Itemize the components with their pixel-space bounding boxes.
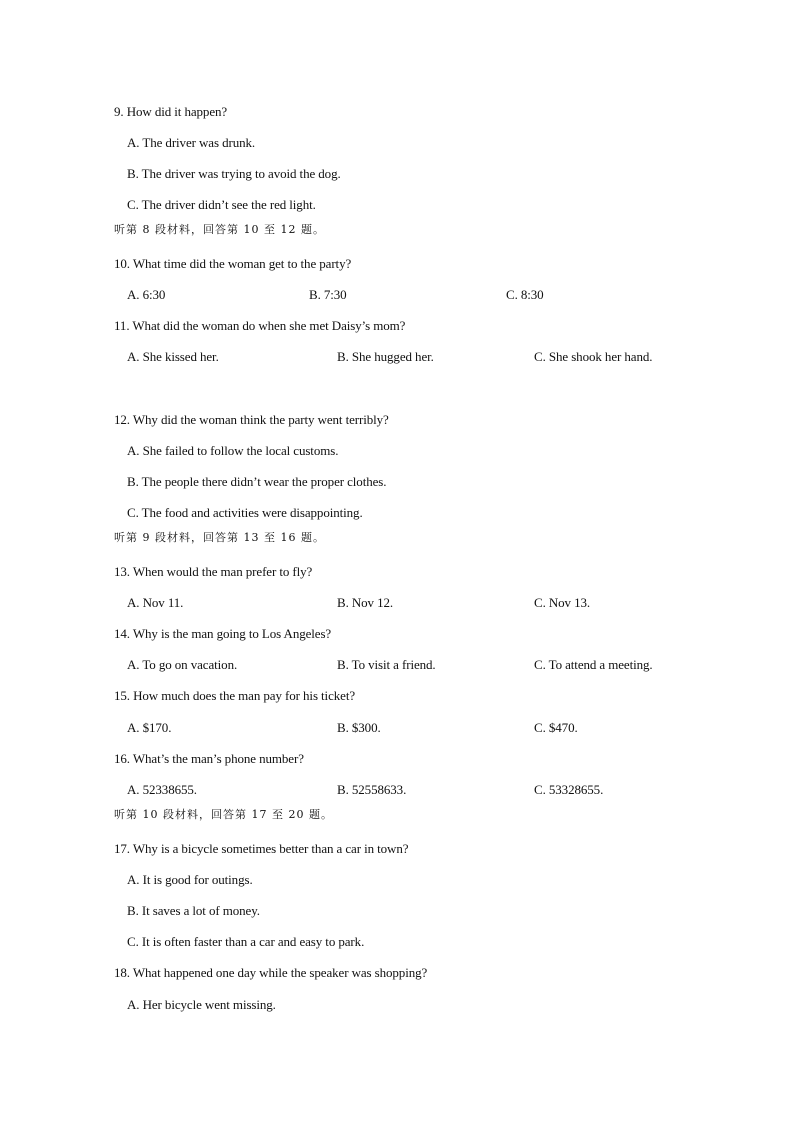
option-10a: A. 6:30: [127, 287, 166, 302]
question-10: 10. What time did the woman get to the party?: [114, 256, 352, 271]
option-16b: B. 52558633.: [337, 782, 407, 797]
question-13: 13. When would the man prefer to fly?: [114, 564, 313, 579]
question-11: 11. What did the woman do when she met Daisy’s mom?: [114, 318, 406, 333]
question-18: 18. What happened one day while the speaker was shopping?: [114, 965, 428, 980]
question-17: 17. Why is a bicycle sometimes better than a car in town?: [114, 841, 409, 856]
option-11c: C. She shook her hand.: [534, 349, 653, 364]
option-11a: A. She kissed her.: [127, 349, 219, 364]
option-9c: C. The driver didn’t see the red light.: [127, 197, 316, 212]
question-14: 14. Why is the man going to Los Angeles?: [114, 626, 332, 641]
option-14a: A. To go on vacation.: [127, 657, 238, 672]
section-heading-10: 听第 10 段材料，回答第 17 至 20 题。: [114, 808, 333, 821]
option-16a: A. 52338655.: [127, 782, 197, 797]
option-10b: B. 7:30: [309, 287, 347, 302]
option-18a: A. Her bicycle went missing.: [127, 997, 276, 1012]
question-15: 15. How much does the man pay for his ticket?: [114, 688, 355, 703]
option-10c: C. 8:30: [506, 287, 544, 302]
option-13a: A. Nov 11.: [127, 595, 184, 610]
option-13c: C. Nov 13.: [534, 595, 591, 610]
option-15a: A. $170.: [127, 720, 172, 735]
option-12a: A. She failed to follow the local customs.: [127, 443, 339, 458]
question-16: 16. What’s the man’s phone number?: [114, 751, 304, 766]
option-15b: B. $300.: [337, 720, 381, 735]
option-13b: B. Nov 12.: [337, 595, 394, 610]
option-17a: A. It is good for outings.: [127, 872, 253, 887]
option-17c: C. It is often faster than a car and easy to park.: [127, 934, 365, 949]
section-heading-9: 听第 9 段材料，回答第 13 至 16 题。: [114, 531, 325, 544]
question-12: 12. Why did the woman think the party went terribly?: [114, 412, 389, 427]
section-heading-8: 听第 8 段材料，回答第 10 至 12 题。: [114, 223, 325, 236]
option-15c: C. $470.: [534, 720, 578, 735]
option-17b: B. It saves a lot of money.: [127, 903, 260, 918]
option-9a: A. The driver was drunk.: [127, 135, 256, 150]
option-11b: B. She hugged her.: [337, 349, 434, 364]
question-9: 9. How did it happen?: [114, 104, 228, 119]
option-9b: B. The driver was trying to avoid the dog.: [127, 166, 341, 181]
option-16c: C. 53328655.: [534, 782, 604, 797]
option-14b: B. To visit a friend.: [337, 657, 436, 672]
option-14c: C. To attend a meeting.: [534, 657, 653, 672]
option-12c: C. The food and activities were disappointing.: [127, 505, 363, 520]
option-12b: B. The people there didn’t wear the proper clothes.: [127, 474, 387, 489]
